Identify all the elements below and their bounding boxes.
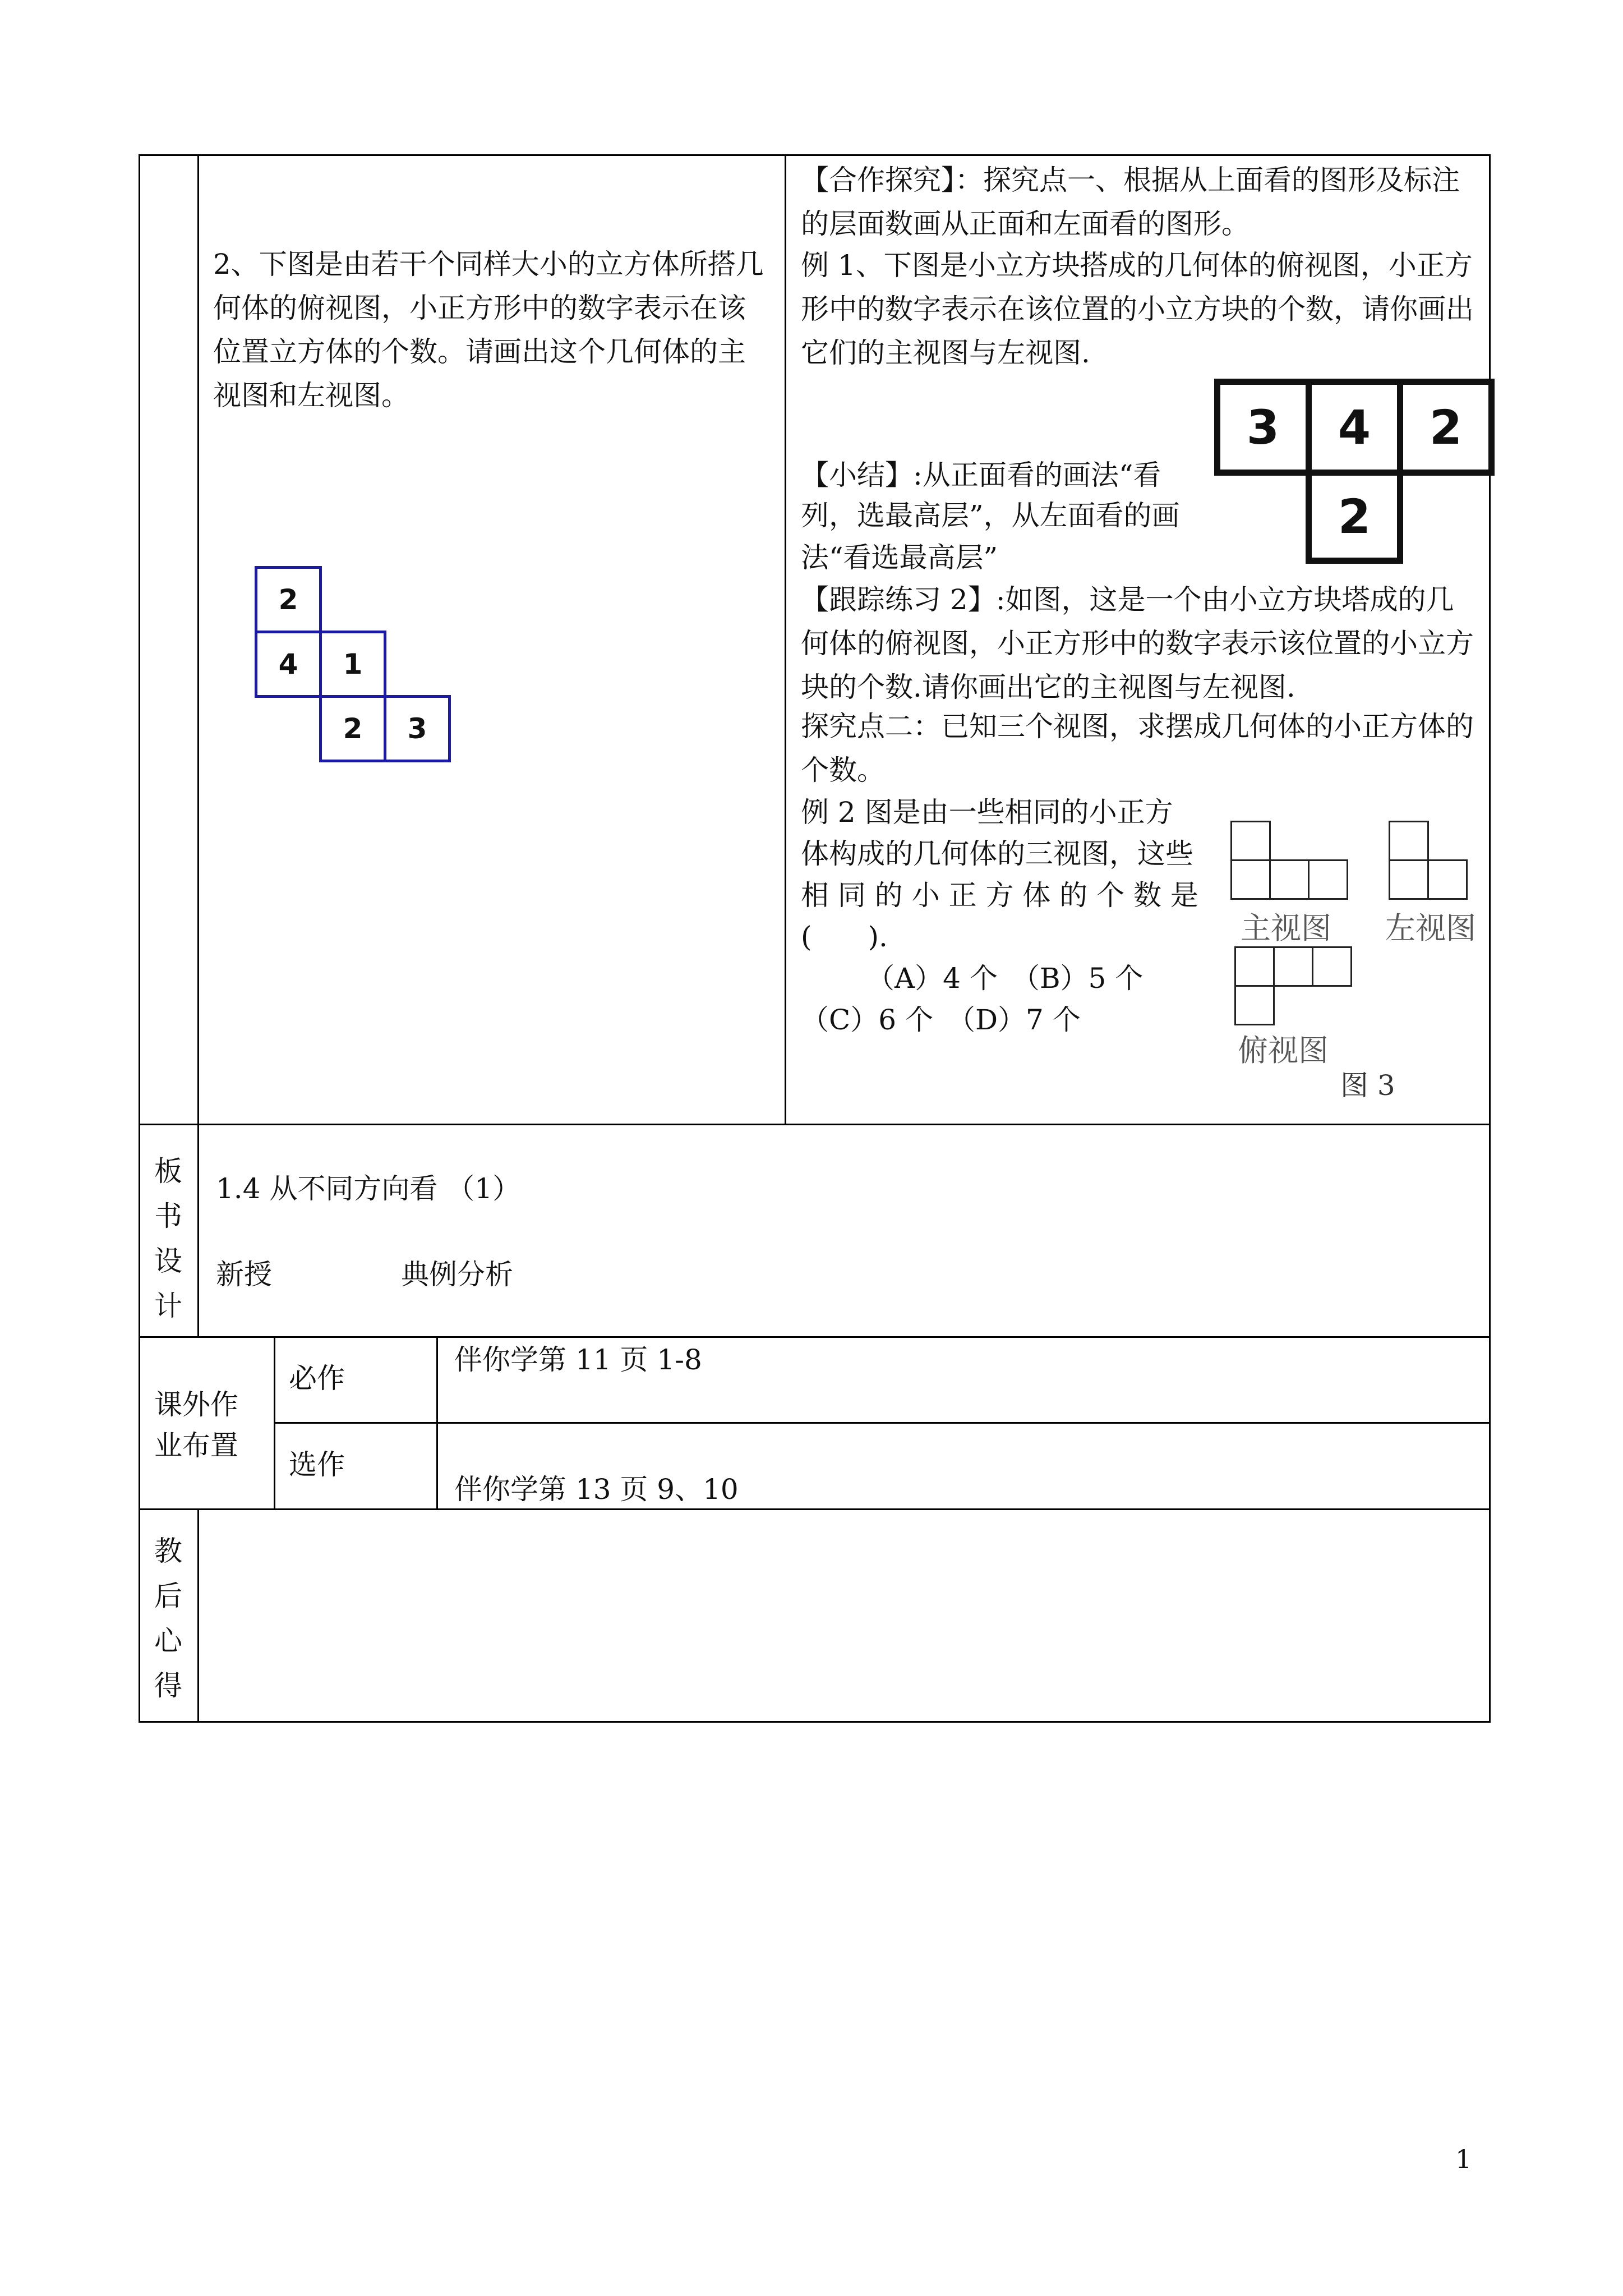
table-top-border: [140, 154, 1490, 156]
front-view-label: 主视图: [1241, 910, 1331, 946]
summary-line-3: 法“看选最高层”: [801, 541, 998, 574]
left-view-cell: [1389, 859, 1429, 900]
grid-cell-2-bottom: 2: [319, 695, 386, 762]
label-column-divider-top: [197, 154, 199, 1338]
figure1-cell-4: 4: [1306, 379, 1403, 476]
reflection-label-char: 后: [154, 1580, 182, 1612]
board-design-title: 1.4 从不同方向看 （1）: [216, 1172, 521, 1205]
left-problem-text: 2、下图是由若干个同样大小的立方体所搭几何体的俯视图，小正方形中的数字表示在该位置立方体的个数。请画出这个几何体的主视图和左视图。: [213, 248, 764, 412]
board-label-char: 计: [154, 1290, 182, 1322]
homework-label-divider: [274, 1336, 275, 1509]
left-view-cell: [1427, 859, 1468, 900]
homework-label-line-1: 课外作: [154, 1388, 238, 1421]
grid-cell-4: 4: [255, 631, 322, 698]
example2-line-2: 体构成的几何体的三视图，这些: [801, 838, 1193, 870]
summary-line-1: 【小结】:从正面看的画法“看: [801, 459, 1161, 491]
cooperative-heading: 【合作探究】：探究点一、根据从上面看的图形及标注的层面数画从正面和左面看的图形。: [801, 164, 1460, 240]
row-divider-board: [140, 1124, 1490, 1125]
top-view-cell: [1273, 946, 1313, 987]
row-divider-reflection: [140, 1508, 1490, 1510]
figure1-cell-2-bottom: 2: [1306, 470, 1403, 564]
grid-cell-3: 3: [384, 695, 451, 762]
board-design-item-examples: 典例分析: [401, 1258, 513, 1291]
top-view-cell: [1234, 985, 1275, 1025]
front-view-cell: [1269, 859, 1310, 900]
label-column-divider-bottom: [197, 1508, 199, 1722]
content-column-divider: [785, 154, 786, 1125]
grid-cell-2-top: 2: [255, 566, 322, 633]
reflection-label-char: 教: [154, 1535, 182, 1567]
board-design-item-new: 新授: [216, 1258, 272, 1291]
example2-options-line-1: （A）4 个 （B）5 个: [866, 962, 1144, 995]
page-number: 1: [1455, 2144, 1472, 2174]
homework-sublabel-divider: [436, 1336, 438, 1509]
example2-line-3: 相 同 的 小 正 方 体 的 个 数 是: [801, 879, 1198, 912]
front-view-cell: [1230, 859, 1271, 900]
front-view-cell: [1308, 859, 1348, 900]
homework-required-text: 伴你学第 11 页 1-8: [454, 1343, 702, 1376]
example2-line-1: 例 2 图是由一些相同的小正方: [801, 796, 1173, 829]
left-view-label: 左视图: [1385, 910, 1476, 946]
figure-3-label: 图 3: [1340, 1069, 1395, 1102]
table-bottom-border: [140, 1721, 1490, 1723]
top-view-cell: [1234, 946, 1275, 987]
table-left-border: [139, 154, 140, 1723]
example2-options-line-2: （C）6 个 （D）7 个: [801, 1004, 1081, 1036]
board-label-char: 书: [154, 1200, 182, 1232]
front-view-cell: [1230, 821, 1271, 861]
point2-text: 探究点二：已知三个视图，求摆成几何体的小正方体的个数。: [801, 710, 1474, 786]
board-label-char: 设: [154, 1245, 182, 1277]
row-divider-homework-inner: [275, 1422, 1490, 1424]
left-view-cell: [1389, 821, 1429, 861]
reflection-label-char: 得: [154, 1669, 182, 1702]
homework-optional-text: 伴你学第 13 页 9、10: [454, 1473, 739, 1506]
practice-text: 【跟踪练习 2】:如图，这是一个由小立方块塔成的几何体的俯视图，小正方形中的数字表示该位置的小立方块的个数.请你画出它的主视图与左视图.: [801, 583, 1474, 703]
top-view-cell: [1312, 946, 1352, 987]
reflection-label-char: 心: [154, 1625, 182, 1657]
board-label-char: 板: [154, 1155, 182, 1188]
homework-required-label: 必作: [289, 1362, 345, 1395]
summary-line-2: 列，选最高层”，从左面看的画: [801, 499, 1180, 532]
example1-text: 例 1、下图是小立方块搭成的几何体的俯视图，小正方形中的数字表示在该位置的小立方块的个数，请你画出它们的主视图与左视图.: [801, 249, 1474, 369]
example2-line-4: ( ).: [801, 921, 888, 953]
figure1-cell-3: 3: [1214, 379, 1312, 476]
homework-optional-label: 选作: [289, 1448, 345, 1481]
top-view-label: 俯视图: [1238, 1033, 1329, 1068]
figure1-cell-2-right: 2: [1397, 379, 1495, 476]
grid-cell-1: 1: [319, 631, 386, 698]
row-divider-homework: [140, 1336, 1490, 1338]
homework-label-line-2: 业布置: [154, 1429, 238, 1462]
